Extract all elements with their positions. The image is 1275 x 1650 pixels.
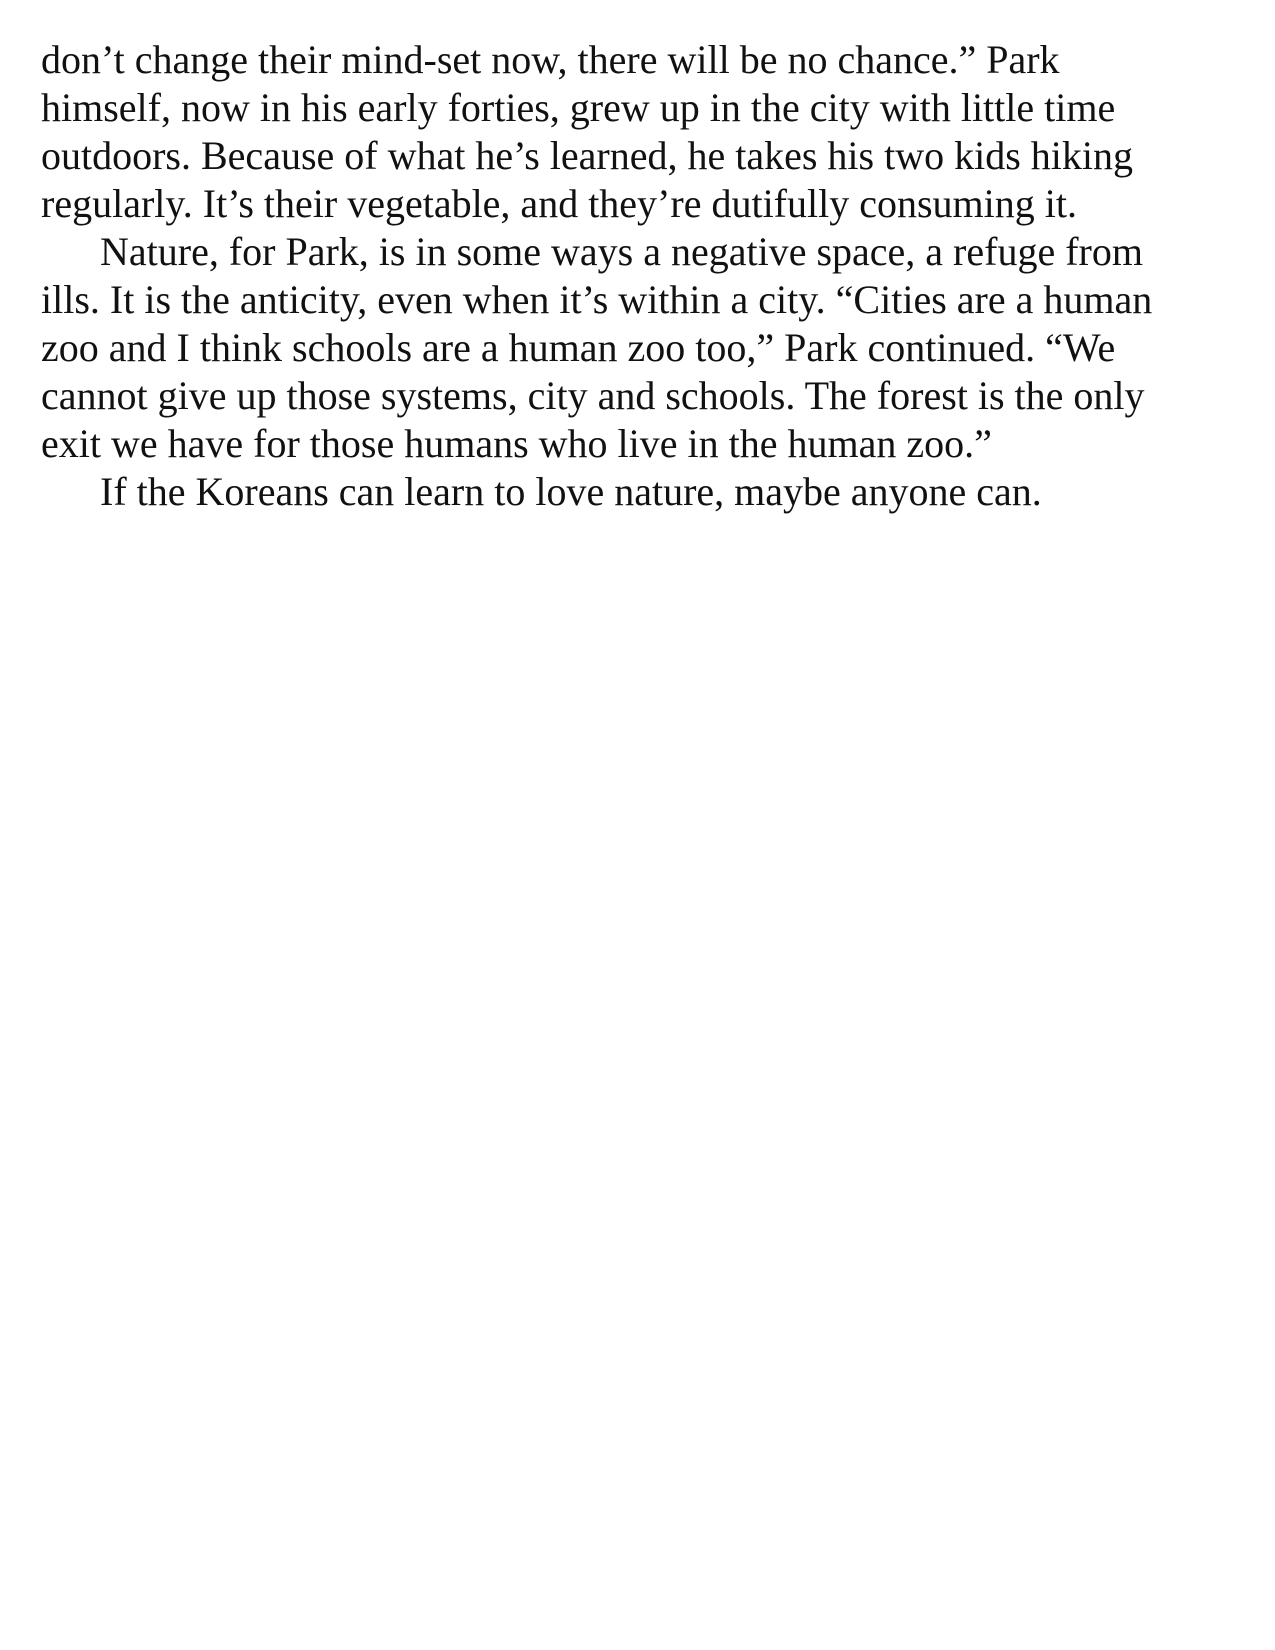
text-line: exit we have for those humans who live in the human zoo.”	[41, 421, 992, 466]
text-line: regularly. It’s their vegetable, and they’re dutifully consuming it.	[41, 181, 1077, 226]
text-line: outdoors. Because of what he’s learned, he takes his two kids hiking	[41, 133, 1133, 178]
text-line: zoo and I think schools are a human zoo too,” Park continued. “We	[41, 325, 1116, 370]
text-line: ills. It is the anticity, even when it’s within a city. “Cities are a human	[41, 277, 1153, 322]
paragraph-2	[41, 228, 1236, 468]
text-line: Nature, for Park, is in some ways a negative space, a refuge from	[100, 229, 1143, 274]
document-page	[41, 36, 1236, 516]
text-line: himself, now in his early forties, grew up in the city with little time	[41, 85, 1116, 130]
text-line: don’t change their mind-set now, there will be no chance.” Park	[41, 37, 1060, 82]
text-line: cannot give up those systems, city and schools. The forest is the only	[41, 373, 1145, 418]
paragraph-1	[41, 36, 1236, 228]
paragraph-3	[41, 468, 1236, 516]
text-line: If the Koreans can learn to love nature, maybe anyone can.	[100, 469, 1042, 514]
